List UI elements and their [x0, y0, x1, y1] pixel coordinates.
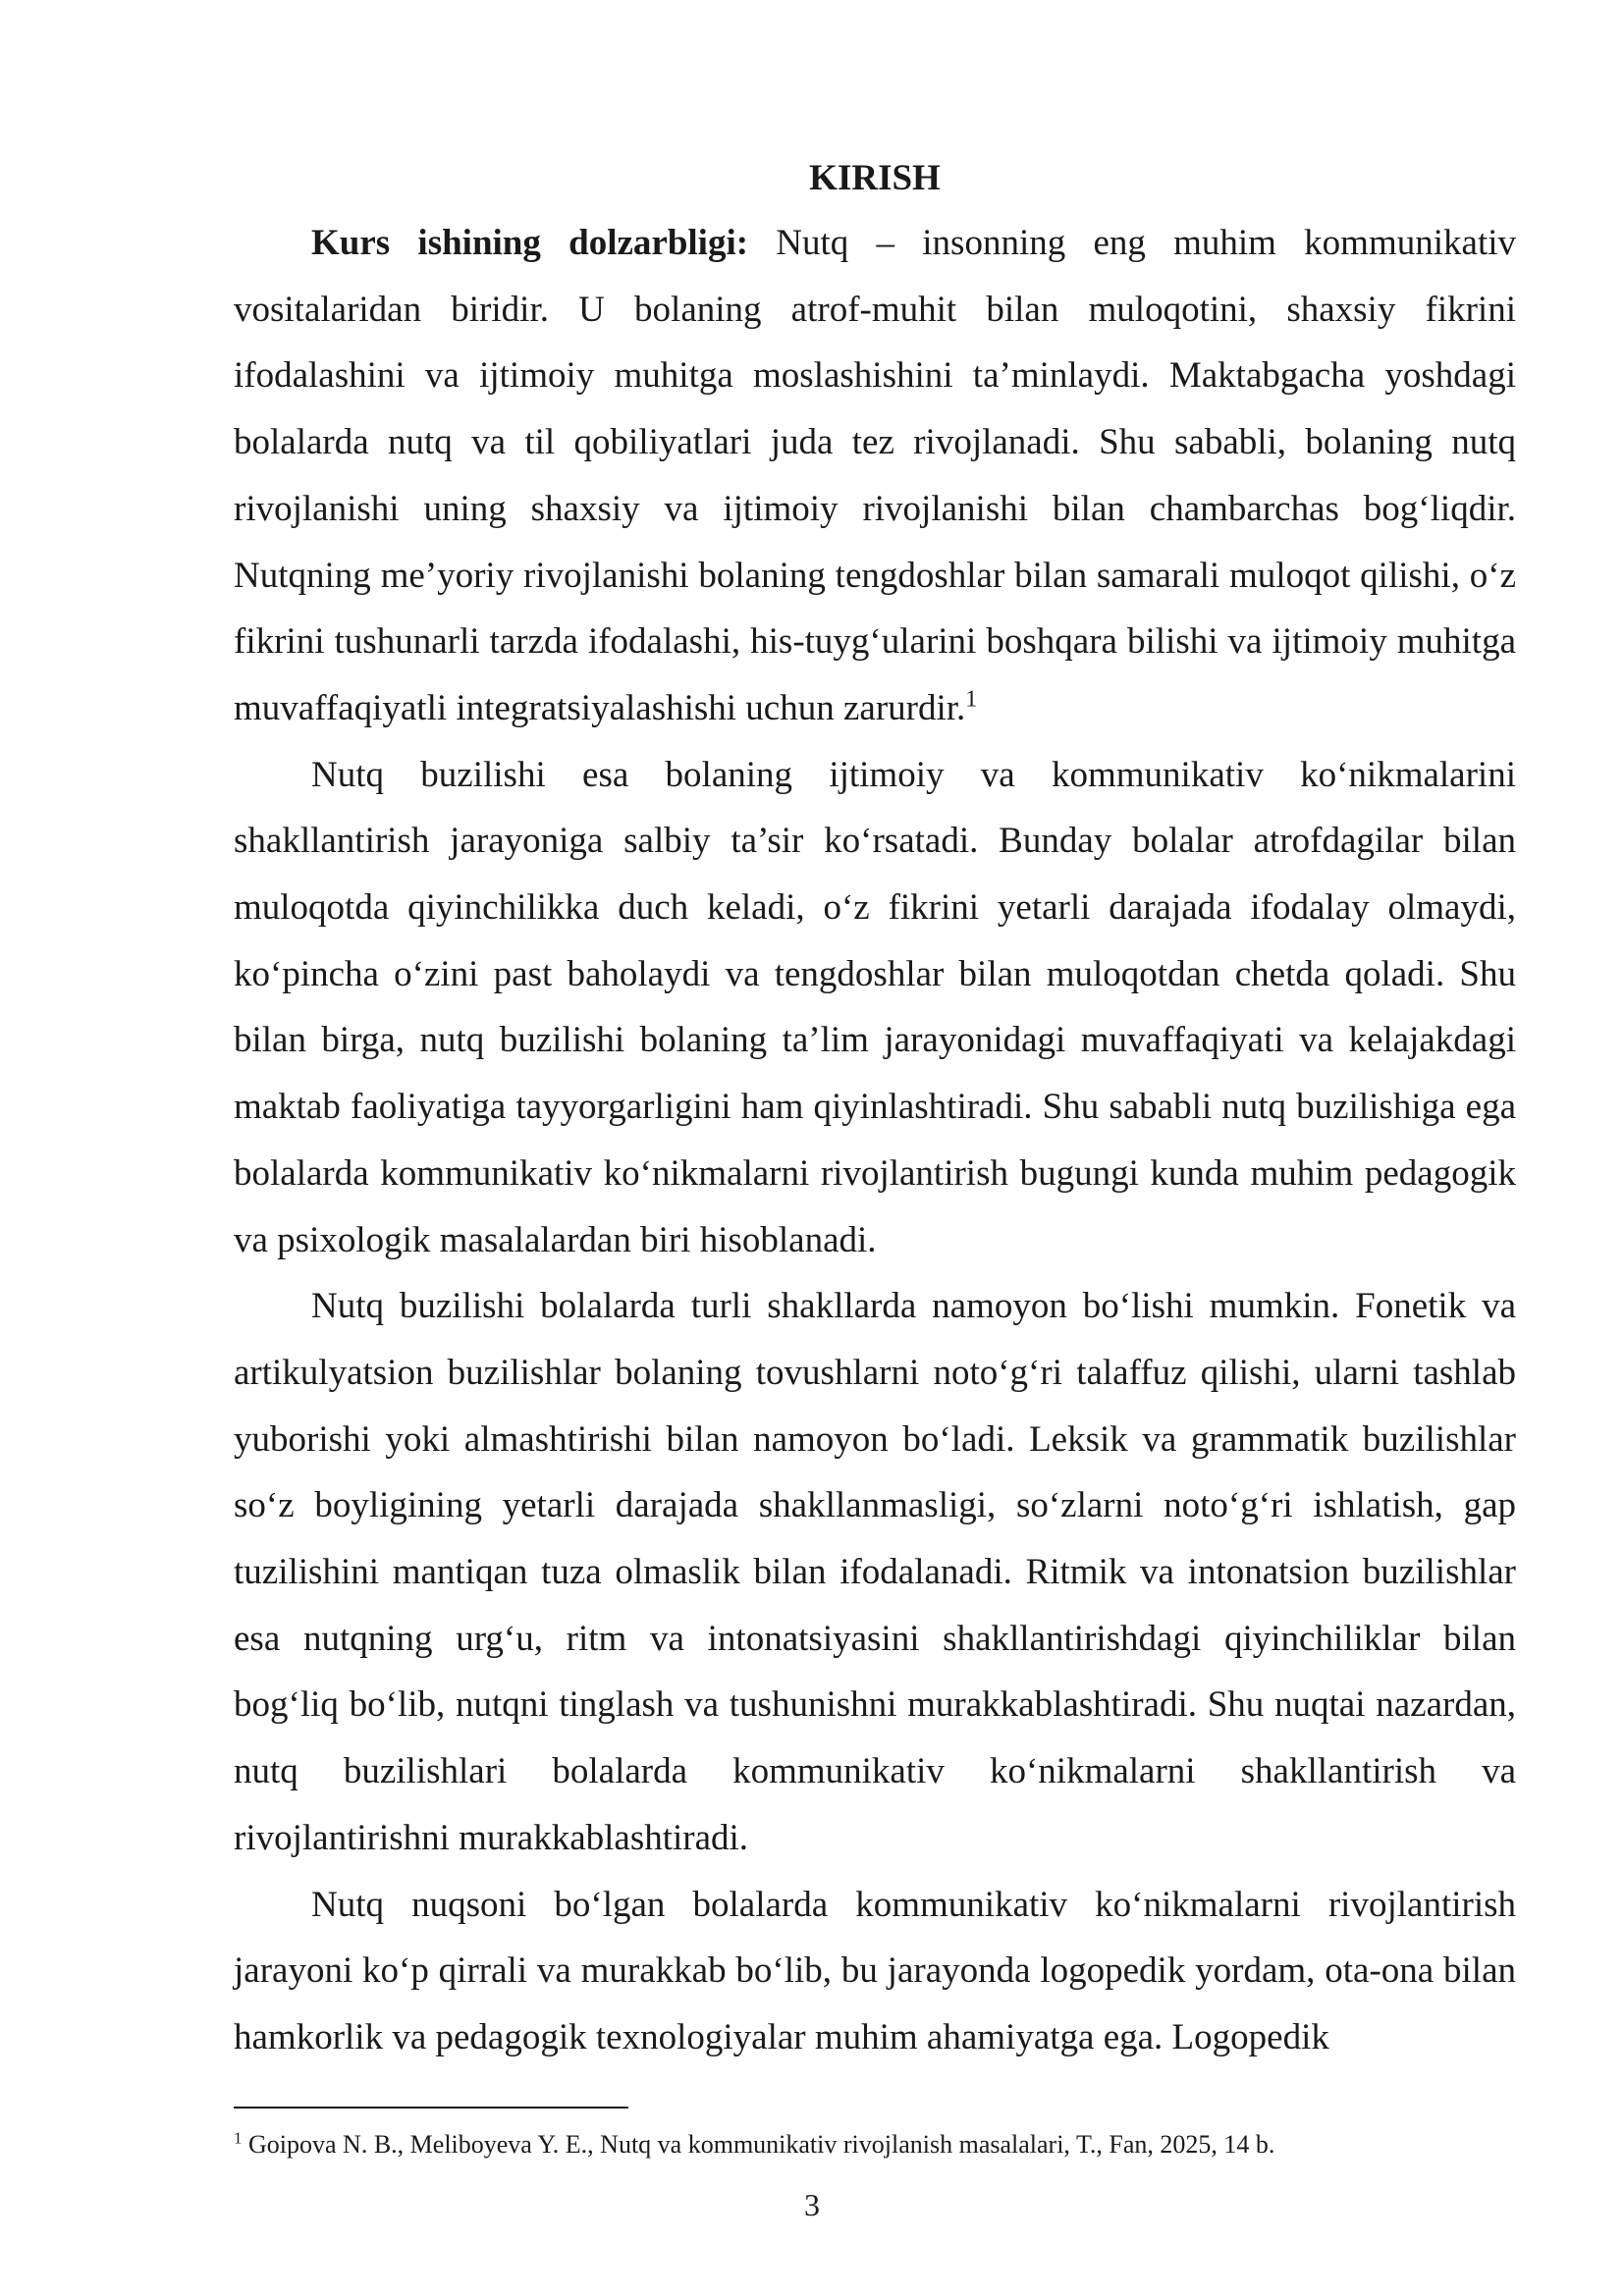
page-number: 3: [804, 2187, 820, 2222]
page-title: KIRISH: [809, 158, 941, 198]
footnote: [234, 2128, 1516, 2162]
footnote-divider: [234, 2107, 628, 2109]
paragraph-development-process: Nutq nuqsoni bo‘lgan bolalarda kommunikativ ko‘nikmalarni rivojlantirish jarayoni ko‘p qirrali va murakkab bo‘lib, bu jarayonda logopedik yordam, ota-ona bilan hamkorlik va pedagogik texnologiyalar muhim ahamiyatga ega. Logopedik: [234, 1884, 1516, 2057]
paragraph-text: Nutq – insonning eng muhim kommunikativ vositalaridan biridir. U bolaning atrof-muhit bilan muloqotini, shaxsiy fikrini ifodalashini va ijtimoiy muhitga moslashishini ta’minlaydi. Maktabgacha yoshdagi bolalarda nutq va til qobiliyatlari juda tez rivojlanadi. Shu sababli, bolaning nutq rivojlanishi uning shaxsiy va ijtimoiy rivojlanishi bilan chambarchas bog‘liqdir. Nutqning me’yoriy rivojlanishi bolaning tengdoshlar bilan samarali muloqot qilishi, o‘z fikrini tushunarli tarzda ifodalashi, his-tuyg‘ularini boshqara bilishi va ijtimoiy muhitga muvaffaqiyatli integratsiyalashishi uchun zarurdir.: [234, 223, 1516, 728]
body-text: [234, 147, 1516, 2071]
footnote-mark: 1: [234, 2128, 243, 2148]
paragraph-speech-disorder-forms: Nutq buzilishi bolalarda turli shakllarda namoyon bo‘lishi mumkin. Fonetik va artikulyatsion buzilishlar bolaning tovushlarni noto‘g‘ri talaffuz qilishi, ularni tashlab yuborishi yoki almashtirishi bilan namoyon bo‘ladi. Leksik va grammatik buzilishlar so‘z boyligining yetarli darajada shakllanmasligi, so‘zlarni noto‘g‘ri ishlatish, gap tuzilishini mantiqan tuza olmaslik bilan ifodalanadi. Ritmik va intonatsion buzilishlar esa nutqning urg‘u, ritm va intonatsiyasini shakllantirishdagi qiyinchiliklar bilan bog‘liq bo‘lib, nutqni tinglash va tushunishni murakkablashtiradi. Shu nuqtai nazardan, nutq buzilishlari bolalarda kommunikativ ko‘nikmalarni shakllantirish va rivojlantirishni murakkablashtiradi.: [234, 1286, 1516, 1858]
footnote-reference[interactable]: 1: [965, 686, 978, 713]
footnote-text: Goipova N. B., Meliboyeva Y. E., Nutq va kommunikativ rivojlanish masalalari, T., Fan, 2025, 14 b.: [242, 2130, 1275, 2159]
paragraph-relevance: [234, 210, 1516, 742]
paragraph-lead: Kurs ishining dolzarbligi:: [311, 223, 749, 263]
paragraph-speech-disorder-impact: Nutq buzilishi esa bolaning ijtimoiy va kommunikativ ko‘nikmalarini shakllantirish jarayoniga salbiy ta’sir ko‘rsatadi. Bunday bolalar atrofdagilar bilan muloqotda qiyinchilikka duch keladi, o‘z fikrini yetarli darajada ifodalay olmaydi, ko‘pincha o‘zini past baholaydi va tengdoshlar bilan muloqotdan chetda qoladi. Shu bilan birga, nutq buzilishi bolaning ta’lim jarayonidagi muvaffaqiyati va kelajakdagi maktab faoliyatiga tayyorgarligini ham qiyinlashtiradi. Shu sababli nutq buzilishiga ega bolalarda kommunikativ ko‘nikmalarni rivojlantirish bugungi kunda muhim pedagogik va psixologik masalalardan biri hisoblanadi.: [234, 754, 1516, 1260]
